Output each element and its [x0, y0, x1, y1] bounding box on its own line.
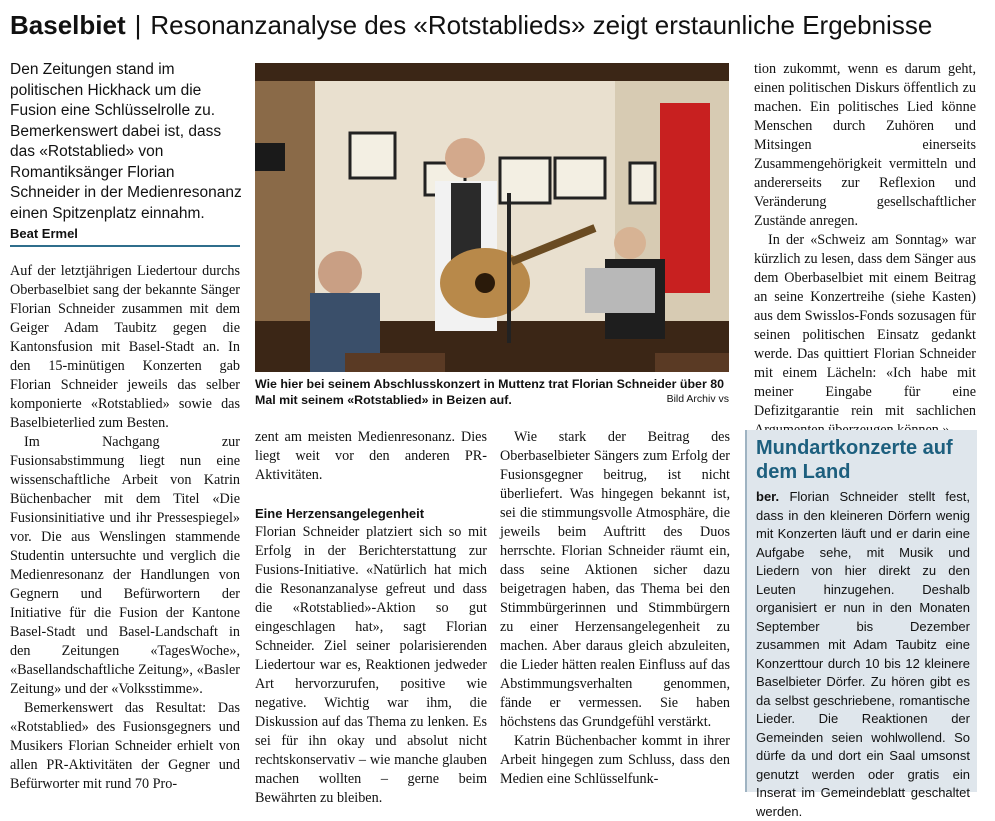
headline-title: Resonanzanalyse des «Rotstablieds» zeigt erstaunliche Ergebnisse: [150, 10, 933, 40]
info-box-lead-in: ber.: [756, 489, 780, 504]
author-byline: Beat Ermel: [10, 226, 240, 247]
article-column-1: [10, 262, 240, 794]
info-box-text: [756, 488, 970, 821]
headline-kicker: Baselbiet: [10, 10, 126, 40]
section-subhead: Eine Herzensangelegenheit: [255, 506, 425, 521]
headline: [10, 10, 985, 48]
photo-caption: Wie hier bei seinem Abschlusskonzert in Muttenz trat Florian Schneider über 80 Mal mit seinem «Rotstablied» in Beizen auf.: [255, 377, 724, 407]
body-paragraph: Katrin Büchenbacher kommt in ihrer Arbeit hingegen zum Schluss, dass den Medien eine Schlüsselfunk-: [500, 733, 730, 787]
photo-credit: Bild Archiv vs: [666, 393, 729, 405]
headline-separator: |: [134, 10, 142, 40]
article-column-4: [754, 60, 976, 440]
body-paragraph: Im Nachgang zur Fusionsabstimmung liegt nun eine wissenschaftliche Arbeit von Katrin Büchenbacher mit dem Titel «Die Fusionsinitiative und ihr Pressespiegel» vor. Die aus Wenslingen stammende Studentin untersuchte und verglich die Medienresonanz der Handlungen von Gegnern und Befürwortern der Initiative für die Fusion der Kantone Basel-Stadt und Basel-Landschaft in den Zeitungen «TagesWoche», «Basellandschaftliche Zeitung», «Basler Zeitung» und der «Volksstimme».: [10, 434, 240, 697]
body-paragraph: Bemerkenswert das Resultat: Das «Rotstablied» des Fusionsgegners und Musikers Florian Schneider erhielt von allen PR-Aktivitäten der Gegner und Befürworter mit rund 70 Pro-: [10, 700, 240, 792]
body-paragraph: zent am meisten Medienresonanz. Dies liegt weit vor den anderen PR-Aktivitäten.: [255, 429, 487, 483]
body-paragraph: Auf der letztjährigen Liedertour durchs Oberbaselbiet sang der bekannte Sänger Florian Schneider zusammen mit dem Geiger Adam Taubitz gegen die Kantonsfusion mit Basel-Stadt an. In den 15-minütigen Konzerten gab Florian Schneider jeweils das selber komponierte «Rotstablied» sowie das Baselbieterlied zum Besten.: [10, 263, 240, 431]
info-box-title: Mundartkonzerte auf dem Land: [756, 437, 953, 483]
concert-photo: [255, 63, 729, 372]
article-column-2: [255, 428, 487, 808]
body-paragraph: tion zukommt, wenn es darum geht, einen politischen Diskurs öffentlich zu machen. Ein politisches Lied könne Menschen durch Zuhören und Mitsingen einerseits Zusammengehörigkeit vermitteln und andererseits zur Reflexion und Veränderung gesellschaftlicher Zustände anregen.: [754, 61, 976, 229]
article-column-3: [500, 428, 730, 789]
body-paragraph: Wie stark der Beitrag des Oberbaselbieter Sängers zum Erfolg der Fusionsgegner beitrug, ist nicht überliefert. Was hingegen bekannt ist, sei die stimmungsvolle Atmosphäre, die jeweils beim Auftritt des Duos herrschte. Florian Schneider räumt ein, dass seine Aktionen sicher dazu beigetragen haben, das Thema bei den Stimmbürgerinnen und Stimmbürgern zu einer Herzensangelegenheit zu machen. Aber daraus gleich abzuleiten, die Lieder hätten realen Einfluss auf das Abstimmungsverhalten genommen, fände er vermessen. Sie haben höchstens das Grundgefühl verstärkt.: [500, 429, 730, 730]
body-paragraph: Florian Schneider platziert sich so mit Erfolg in der Berichterstattung zur Fusions-Initiative. «Natürlich hat mich die Resonanzanalyse gefreut und dass die «Rotstablied»-Aktion so gut eingeschlagen hat», sagt Florian Schneider. Ziel seiner polarisierenden Liedertour war es, Reaktionen jedweder Art hervorzurufen, positive wie negative. Wichtig war ihm, die Diskussion auf das Thema zu lenken. Es sei für ihn okay und absolut nicht rechtskonservativ – wie manche glauben machen wollten – gerne beim Bewährten zu bleiben.: [255, 524, 487, 806]
photo-caption-block: [255, 376, 729, 408]
info-box: [745, 430, 977, 819]
lead-paragraph: Den Zeitungen stand im politischen Hickhack um die Fusion eine Schlüsselrolle zu. Bemerkenswert dabei ist, dass das «Rotstablied» von Romantiksänger Florian Schneider in der Medienresonanz einen Spitzenplatz einnahm.: [10, 61, 242, 222]
info-box-body: Florian Schneider stellt fest, dass in den kleineren Dörfern wenig mit Konzerten läuft und er darin eine Aufgabe sehe, mit Musik und Liedern von hier direkt zu den Leuten hinzugehen. Deshalb organisiert er nun in den Monaten September bis Dezember zusammen mit Adam Taubitz eine Konzerttour durch 10 bis 12 kleinere Baselbieter Dörfer. Zu hören gibt es da selbst geschriebene, romantische Lieder. Die Reaktionen der Gemeinden seien wohlwollend. So dürfe da und dort ein Saal umsonst genutzt werden oder gratis ein Inserat im Gemeindeblatt geschaltet werden.: [756, 489, 970, 819]
body-paragraph: In der «Schweiz am Sonntag» war kürzlich zu lesen, dass dem Sänger aus dem Oberbaselbiet mit einem Beitrag an seine Konzertreihe (siehe Kasten) aus dem Swisslos-Fonds sozusagen für seinen politischen Einsatz gedankt werde. Das quittiert Florian Schneider mit einem Lächeln: «Ich habe mit meiner Eingabe für eine Defizitgarantie rein mit sachlichen: [754, 232, 976, 419]
